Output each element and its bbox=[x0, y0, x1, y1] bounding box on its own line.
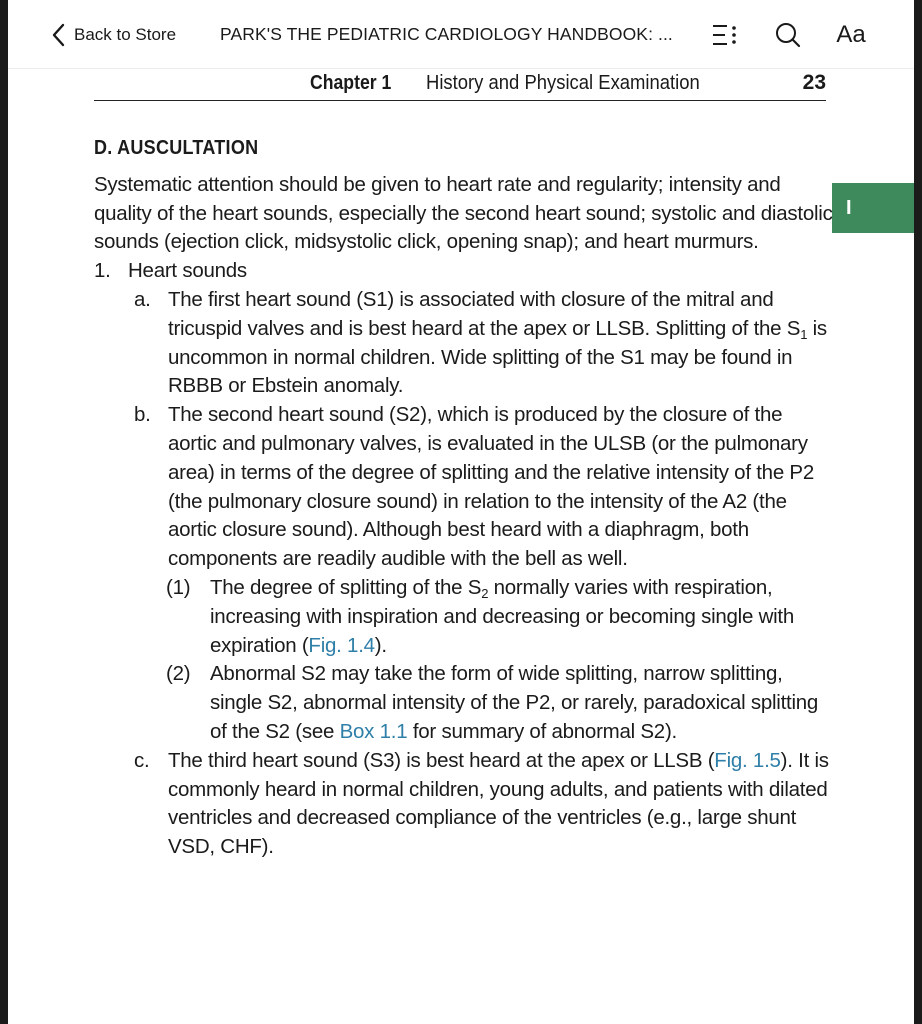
back-label: Back to Store bbox=[74, 25, 177, 44]
page-number: 23 bbox=[802, 71, 826, 94]
item-a-text-1: The first heart sound (S1) is associated with closure of the mitral and tricuspid valves and is best heard at the apex or LLSB. Splitting of the S bbox=[168, 287, 801, 340]
item-b2-text-1: Abnormal S2 may take the form of wide splitting, narrow splitting, single S2, abnormal intensity of the P2, or rarely, paradoxical splitting of the S2 (see bbox=[210, 662, 819, 743]
figure-link-1-5[interactable]: Fig. 1.5 bbox=[714, 748, 781, 772]
list-marker: 1. bbox=[94, 259, 111, 283]
box-link-1-1[interactable]: Box 1.1 bbox=[339, 719, 408, 743]
chapter-title: History and Physical Examination bbox=[426, 71, 700, 94]
item-b-text: The second heart sound (S2), which is produced by the closure of the aortic and pulmonary valves, is evaluated in the ULSB (or the pulmonary area) in terms of the degree of splitting and the relative intensity of the P2 (the pulmonary closure sound) in relation to the intensity of the A2 (the aortic closure sound). Although best heard with a diaphragm, both components are readily audible with the bell as well. bbox=[168, 403, 814, 571]
item-c-text-1: The third heart sound (S3) is best heard at the apex or LLSB ( bbox=[168, 748, 715, 772]
list-marker: c. bbox=[134, 748, 150, 772]
section-heading: D. AUSCULTATION bbox=[94, 137, 259, 159]
back-to-store-button[interactable] bbox=[52, 20, 176, 50]
chevron-left-icon bbox=[52, 23, 66, 47]
subscript: 2 bbox=[481, 585, 489, 601]
running-header bbox=[94, 68, 826, 101]
list-marker: a. bbox=[134, 287, 151, 311]
chapter-thumb-tab-label: I bbox=[846, 196, 852, 219]
table-of-contents-button[interactable] bbox=[708, 20, 742, 50]
list-item-b1 bbox=[94, 574, 834, 660]
book-title[interactable]: PARK'S THE PEDIATRIC CARDIOLOGY HANDBOOK: ... bbox=[220, 24, 673, 44]
list-marker: (2) bbox=[166, 662, 191, 686]
list-item-1 bbox=[94, 257, 834, 286]
list-item-text: Heart sounds bbox=[128, 259, 247, 283]
figure-link-1-4[interactable]: Fig. 1.4 bbox=[308, 633, 375, 657]
item-b1-text-3: ). bbox=[374, 633, 387, 657]
search-icon bbox=[774, 21, 802, 49]
list-marker: (1) bbox=[166, 575, 191, 599]
item-c-text-2: ). It is commonly heard in normal children, young adults, and patients with dilated ventricles and decreased compliance of the ventricles (e.g., large shunt VSD, CHF). bbox=[168, 748, 829, 859]
reader-toolbar bbox=[8, 0, 914, 69]
list-item-b bbox=[94, 401, 834, 574]
item-b1-text-2: normally varies with respiration, increasing with inspiration and decreasing or becoming single with expiration ( bbox=[210, 575, 795, 657]
subscript: 1 bbox=[800, 326, 808, 342]
table-of-contents-icon bbox=[709, 22, 741, 48]
chapter-label: Chapter 1 bbox=[310, 71, 392, 94]
item-a-text-2: is uncommon in normal children. Wide splitting of the S1 may be found in RBBB or Ebstein anomaly. bbox=[168, 316, 827, 398]
list-marker: b. bbox=[134, 403, 151, 427]
list-item-b2 bbox=[94, 660, 834, 746]
reader-page bbox=[8, 0, 914, 1024]
intro-paragraph: Systematic attention should be given to heart rate and regularity; intensity and quality of the heart sounds, especially the second heart sound; systolic and diastolic sounds (ejection click, midsystolic click, opening snap); and heart murmurs. bbox=[94, 172, 833, 254]
chapter-thumb-tab bbox=[832, 183, 914, 233]
item-b1-text-1: The degree of splitting of the S bbox=[210, 575, 482, 599]
list-item-c bbox=[94, 747, 834, 862]
font-settings-button[interactable]: Aa bbox=[836, 21, 866, 48]
search-button[interactable] bbox=[772, 19, 804, 51]
page-content bbox=[94, 134, 834, 862]
item-b2-text-2: for summary of abnormal S2). bbox=[407, 719, 677, 743]
list-item-a bbox=[94, 286, 834, 401]
